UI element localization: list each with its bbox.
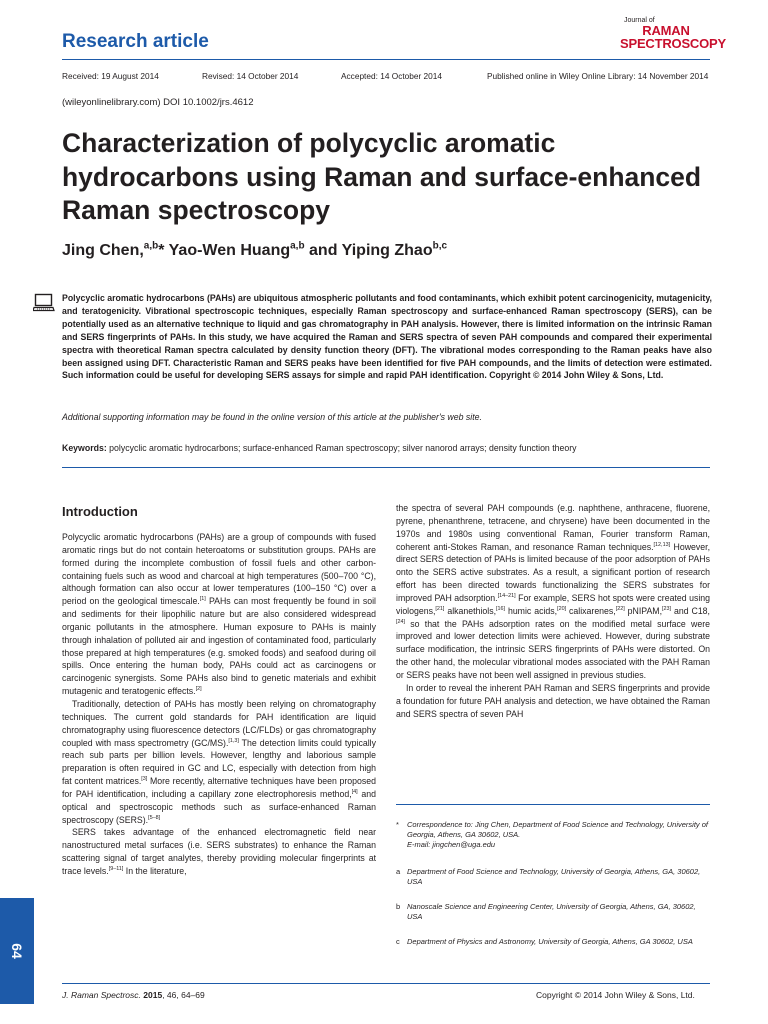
footer-year: 2015 bbox=[143, 990, 163, 1000]
body-column-left bbox=[62, 531, 376, 878]
citation-ref[interactable]: [12,13] bbox=[653, 541, 671, 548]
citation-ref[interactable]: [2] bbox=[195, 686, 202, 693]
body-column-right bbox=[396, 502, 710, 720]
author-name: Yiping Zhao bbox=[341, 242, 433, 259]
revised-date: Revised: 14 October 2014 bbox=[202, 71, 299, 81]
paragraph-text: and C18, bbox=[671, 605, 710, 616]
citation-ref[interactable]: [21] bbox=[435, 605, 445, 612]
footnote-text: Department of Physics and Astronomy, University of Georgia, Athens, GA 30602, USA bbox=[407, 937, 693, 946]
paragraph-text: In the literature, bbox=[123, 865, 187, 876]
footnote-affiliation-a bbox=[396, 867, 710, 887]
author-corresponding-mark: * bbox=[158, 242, 165, 259]
article-title: Characterization of polycyclic aromatic hydrocarbons using Raman and surface-enhanced Raman spectroscopy bbox=[62, 128, 702, 225]
keywords-label: Keywords: bbox=[62, 443, 107, 453]
citation-ref[interactable]: [1] bbox=[199, 596, 206, 603]
citation-ref[interactable]: [22] bbox=[615, 605, 625, 612]
page-number-text: 64 bbox=[8, 943, 25, 959]
body-paragraph bbox=[62, 698, 376, 826]
author-name: Yao-Wen Huang bbox=[168, 242, 291, 259]
footnote-text: Department of Food Science and Technology, University of Georgia, Athens, GA, 30602, USA bbox=[407, 867, 701, 886]
footnote-mark: b bbox=[396, 902, 401, 911]
footnote-affiliation-b bbox=[396, 902, 710, 922]
citation-ref[interactable]: [20] bbox=[557, 605, 567, 612]
published-date: Published online in Wiley Online Library: 14 November 2014 bbox=[487, 71, 709, 81]
paragraph-text: alkanethiols, bbox=[444, 605, 496, 616]
paragraph-text: the spectra of several PAH compounds (e.g. naphthene, anthracene, fluorene, pyrene, phenanthrene, tetracene, and chrysene) have been documented in the 1970s and 1980s using conventional Raman, Fourier transform Raman, coherent anti-Stokes Raman, and resonance Raman techniques. bbox=[396, 503, 710, 552]
footer-divider bbox=[62, 983, 710, 984]
keywords-text: polycyclic aromatic hydrocarbons; surface-enhanced Raman spectroscopy; silver nanorod arrays; density function theory bbox=[109, 443, 577, 453]
paragraph-text: In order to reveal the inherent PAH Raman and SERS fingerprints and provide a foundation for future PAH analysis and detection, we have obtained the Raman and SERS spectra of seven PAH bbox=[396, 682, 710, 719]
citation-ref[interactable]: [9–11] bbox=[108, 866, 124, 873]
footnote-text: Correspondence to: Jing Chen, Department of Food Science and Technology, University of Georgia, Athens, GA 30602, USA. bbox=[407, 820, 709, 839]
accepted-date: Accepted: 14 October 2014 bbox=[341, 71, 443, 81]
citation-ref[interactable]: [24] bbox=[396, 618, 406, 625]
footnote-mark: c bbox=[396, 937, 400, 946]
footnote-affiliation-c bbox=[396, 937, 710, 947]
body-paragraph bbox=[396, 502, 710, 682]
body-paragraph bbox=[62, 531, 376, 698]
journal-logo-line1: RAMAN bbox=[642, 23, 690, 38]
paragraph-text: calixarenes, bbox=[566, 605, 616, 616]
footer-journal: J. Raman Spectrosc. bbox=[62, 990, 141, 1000]
footnote-divider bbox=[396, 804, 710, 805]
page-number bbox=[0, 898, 34, 1004]
footnote-email[interactable]: E-mail: jingchen@uga.edu bbox=[407, 840, 496, 849]
journal-logo-line2: SPECTROSCOPY bbox=[620, 36, 726, 51]
footnote-text: Nanoscale Science and Engineering Center, University of Georgia, Athens, GA, 30602, USA bbox=[407, 902, 696, 921]
abstract-text: Polycyclic aromatic hydrocarbons (PAHs) are ubiquitous atmospheric pollutants and food contaminants, which exhibit potent carcinogenicity, mutagenicity, and teratogenicity. Vibrational spectroscopic techniques, especially Raman spectroscopy and surface-enhanced Raman spectroscopy (SERS), can be potentially used as an alternative technique to liquid and gas chromatography in PAH analysis. However, there is limited information on the intrinsic Raman and SERS fingerprints of PAHs. In this study, we have acquired the Raman and SERS spectra of seven PAH compounds and compared their experimental spectra with theoretical Raman spectra calculated by density function theory (DFT). The vibrational modes corresponding to the Raman peaks have also been assigned using DFT. Characteristic Raman and SERS peaks have been identified for five PAH compounds, and the limits of detection were estimated. Such information could be useful for developing SERS assays for simple and rapid PAH identification. Copyright © 2014 John Wiley & Sons, Ltd. bbox=[62, 293, 712, 381]
author-name: Jing Chen, bbox=[62, 242, 144, 259]
footer-citation bbox=[62, 990, 205, 1000]
footnote-correspondence bbox=[396, 820, 710, 850]
paragraph-text: Traditionally, detection of PAHs has mostly been relying on chromatography techniques. The current gold standards for PAH identification are liquid chromatography using fluorescence detectors (LC/FLDs) or gas chromatography coupled with mass spectrometry (GC/MS). bbox=[62, 698, 376, 748]
author-joiner: and bbox=[309, 242, 338, 259]
section-heading-introduction: Introduction bbox=[62, 504, 138, 519]
paragraph-text: PAHs can most frequently be found in soil and sediments for their lipophilic nature but are also considered widespread organic pollutants in the atmosphere. Human exposure to PAHs is mainly through inhalation of polluted air and ingestion of contaminated food, particularly those prepared at high temperatures (e.g. smoked foods) and seafood during oil spills. Once entering the human body, PAHs could act as carcinogens or carcinogenic synergists. Some PAHs also bind to genetic materials and exhibit mutagenic and teratogenic effects. bbox=[62, 596, 376, 697]
doi-line[interactable]: (wileyonlinelibrary.com) DOI 10.1002/jrs.4612 bbox=[62, 97, 254, 108]
citation-ref[interactable]: [16] bbox=[496, 605, 506, 612]
paragraph-text: However, direct SERS detection of PAHs is limited because of the poor adsorption of PAHs onto the SERS active substrates. As a result, a significant portion of research effort has been directed towards functionalizing the SERS substrates for improved PAH adsorption. bbox=[396, 541, 711, 603]
body-paragraph bbox=[396, 682, 710, 721]
paragraph-text: For example, SERS hot spots were created using viologens, bbox=[396, 592, 711, 616]
author-affiliation: a,b bbox=[290, 240, 305, 252]
computer-icon bbox=[33, 292, 55, 314]
keywords-divider bbox=[62, 467, 710, 468]
header-divider bbox=[62, 59, 710, 60]
paragraph-text: pNIPAM, bbox=[624, 605, 663, 616]
citation-ref[interactable]: [4] bbox=[351, 788, 358, 795]
citation-ref[interactable]: [1,3] bbox=[228, 737, 239, 744]
author-affiliation: b,c bbox=[432, 240, 448, 252]
journal-logo-small: Journal of bbox=[624, 17, 655, 24]
citation-ref[interactable]: [23] bbox=[662, 605, 672, 612]
author-list bbox=[62, 242, 447, 260]
received-date: Received: 19 August 2014 bbox=[62, 71, 159, 81]
paragraph-text: humic acids, bbox=[505, 605, 558, 616]
journal-logo bbox=[620, 17, 726, 51]
footer-volume-pages: , 46, 64–69 bbox=[162, 990, 205, 1000]
paragraph-text: and optical and spectroscopic methods such as surface-enhanced Raman spectroscopy (SERS). bbox=[62, 788, 376, 825]
paragraph-text: so that the PAHs adsorption rates on the modified metal surface were improved and lower detection limits were achieved. However, during substrate surface modification, the intrinsic SERS fingerprints of PAHs were distorted. On the other hand, the molecular vibrational modes associated with the PAH Raman or SERS peaks have not been well assigned in previous studies. bbox=[396, 618, 710, 680]
footer-copyright: Copyright © 2014 John Wiley & Sons, Ltd. bbox=[536, 990, 695, 1000]
paragraph-text: More recently, alternative techniques have been proposed for PAH identification, including a capillary zone electrophoresis method, bbox=[62, 776, 376, 799]
author-affiliation: a,b bbox=[143, 240, 159, 252]
paragraph-text: Polycyclic aromatic hydrocarbons (PAHs) are a group of compounds with fused aromatic rings but do not contain heteroatoms or substitution groups. PAHs are formed during the incomplete combustion of fossil fuels and other carbon-containing fuels such as wood and charcoal at high temperatures (500–700 °C), although formation can also occur at lower temperatures (100–150 °C) over a period on the geological timescale. bbox=[62, 532, 376, 607]
supporting-info-note: Additional supporting information may be found in the online version of this article at the publisher's web site. bbox=[62, 412, 482, 422]
article-type-label: Research article bbox=[62, 31, 209, 52]
keywords bbox=[62, 443, 712, 453]
citation-ref[interactable]: [14–21] bbox=[497, 593, 516, 599]
footnote-mark: * bbox=[396, 820, 399, 829]
citation-ref[interactable]: [3] bbox=[141, 776, 148, 783]
body-paragraph bbox=[62, 826, 376, 877]
paragraph-text: SERS takes advantage of the enhanced electromagnetic field near nanostructured metal surfaces (i.e. SERS substrates) to enhance the Raman scattering signal of target analytes, thereby providing molecular fingerprints at trace levels. bbox=[62, 827, 376, 876]
paragraph-text: The detection limits could typically reach sub parts per billion levels. However, lengthy and laborious sample preparation is often required in GC and LC, especially with detection from high fat content matrices. bbox=[62, 737, 376, 787]
citation-ref[interactable]: [5–8] bbox=[148, 814, 161, 821]
footnote-mark: a bbox=[396, 867, 401, 876]
